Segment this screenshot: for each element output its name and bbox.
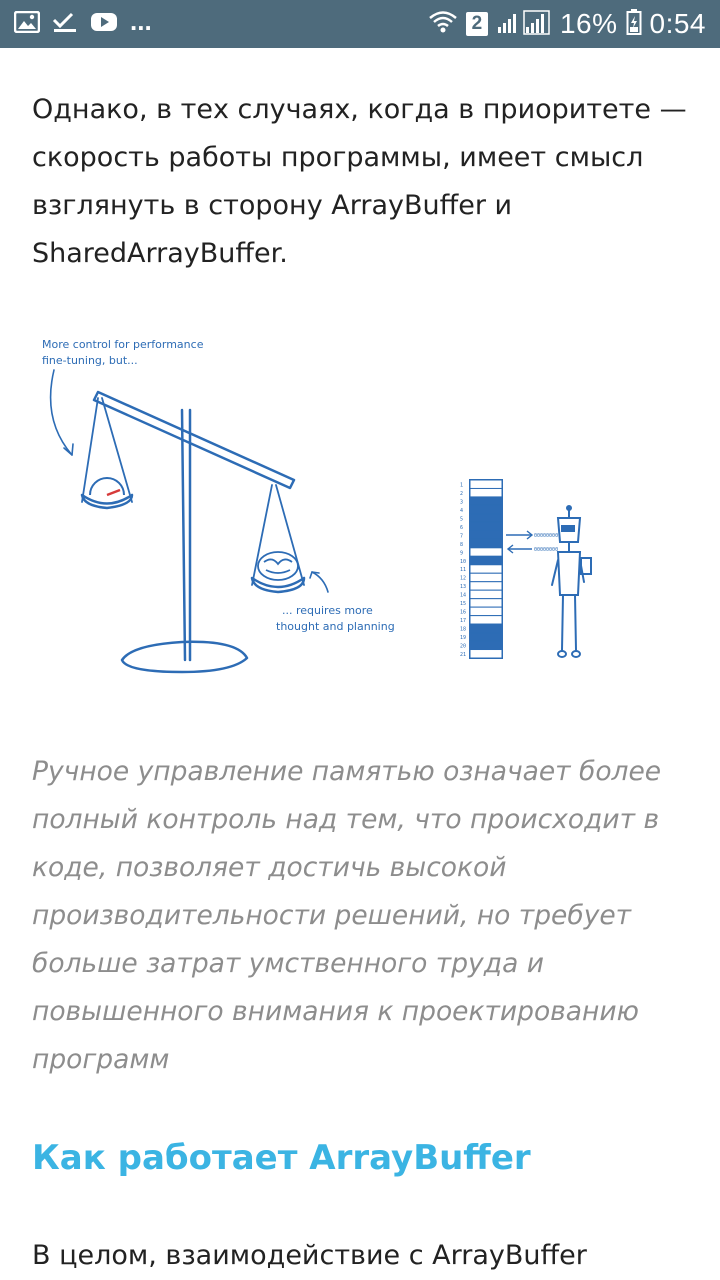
memory-row-number: 8 — [460, 541, 464, 548]
gallery-icon — [14, 11, 40, 38]
memory-row-number: 2 — [460, 490, 464, 497]
memory-rows — [460, 480, 502, 658]
memory-row-number: 13 — [460, 584, 467, 591]
note-bottom-line1: ... requires more — [282, 604, 373, 617]
status-bar — [0, 0, 720, 48]
memory-cell — [470, 650, 502, 658]
memory-cell — [470, 522, 502, 530]
memory-cell — [470, 624, 502, 632]
memory-row-number: 20 — [460, 643, 467, 650]
battery-percent: 16% — [559, 8, 618, 39]
memory-cell — [470, 616, 502, 624]
clock: 0:54 — [649, 8, 706, 39]
memory-row-number: 16 — [460, 609, 467, 616]
memory-cell — [470, 514, 502, 522]
battery-icon — [626, 8, 642, 41]
memory-cell — [470, 480, 502, 488]
note-top-line2: fine-tuning, but... — [42, 354, 138, 367]
memory-row-number: 11 — [460, 567, 467, 574]
memory-cell — [470, 488, 502, 496]
memory-row-number: 15 — [460, 601, 467, 608]
bits-label-out: 00000000 — [534, 533, 559, 539]
note-bottom-line2: thought and planning — [276, 620, 395, 633]
sim-slot-badge: 2 — [466, 12, 488, 36]
memory-cell — [470, 548, 502, 556]
memory-row-number: 21 — [460, 652, 467, 658]
bits-label-in: 00000000 — [534, 547, 559, 553]
memory-cell — [470, 633, 502, 641]
status-bar-notifications — [14, 5, 152, 40]
robot-figure — [552, 506, 591, 657]
memory-row-number: 9 — [460, 550, 464, 557]
wifi-icon — [428, 10, 458, 39]
status-bar-system — [428, 8, 706, 40]
youtube-icon — [90, 11, 118, 38]
memory-row-number: 17 — [460, 618, 467, 625]
signal-icon — [496, 9, 552, 40]
memory-cell — [470, 641, 502, 649]
brain-icon — [258, 552, 298, 580]
memory-control-illustration — [32, 320, 692, 700]
memory-row-number: 12 — [460, 575, 467, 582]
memory-cell — [470, 582, 502, 590]
memory-row-number: 7 — [460, 533, 464, 540]
memory-cell — [470, 505, 502, 513]
memory-cell — [470, 497, 502, 505]
memory-row-number: 4 — [460, 507, 464, 514]
memory-cell — [470, 565, 502, 573]
memory-row-number: 18 — [460, 626, 467, 633]
memory-row-number: 19 — [460, 635, 467, 642]
memory-row-number: 6 — [460, 524, 464, 531]
memory-cell — [470, 556, 502, 564]
memory-row-number: 14 — [460, 592, 467, 599]
memory-row-number: 3 — [460, 499, 464, 506]
memory-cell — [470, 539, 502, 547]
memory-row-number: 1 — [460, 482, 464, 489]
more-notifications: ... — [130, 5, 152, 36]
memory-cell — [470, 607, 502, 615]
task-done-icon — [52, 11, 78, 38]
memory-cell — [470, 531, 502, 539]
memory-cell — [470, 573, 502, 581]
memory-cell — [470, 599, 502, 607]
section-heading: Как работает ArrayBuffer — [32, 1138, 531, 1178]
memory-cell — [470, 590, 502, 598]
note-top-line1: More control for performance — [42, 338, 204, 351]
memory-row-number: 10 — [460, 558, 467, 565]
paragraph-body: В целом, взаимодействие с ArrayBuffer — [32, 1240, 587, 1271]
image-caption: Ручное управление памятью означает более полный контроль над тем, что происходит в коде, позволяет достичь высокой производительности решений, но требует больше затрат умственного труда и повышенного внимания к проектированию программ — [32, 756, 662, 1075]
paragraph-intro: Однако, в тех случаях, когда в приоритете — скорость работы программы, имеет смысл взглянуть в сторону ArrayBuffer и SharedArrayBuffer. — [32, 94, 687, 269]
gauge-icon — [90, 478, 124, 495]
memory-row-number: 5 — [460, 516, 464, 523]
